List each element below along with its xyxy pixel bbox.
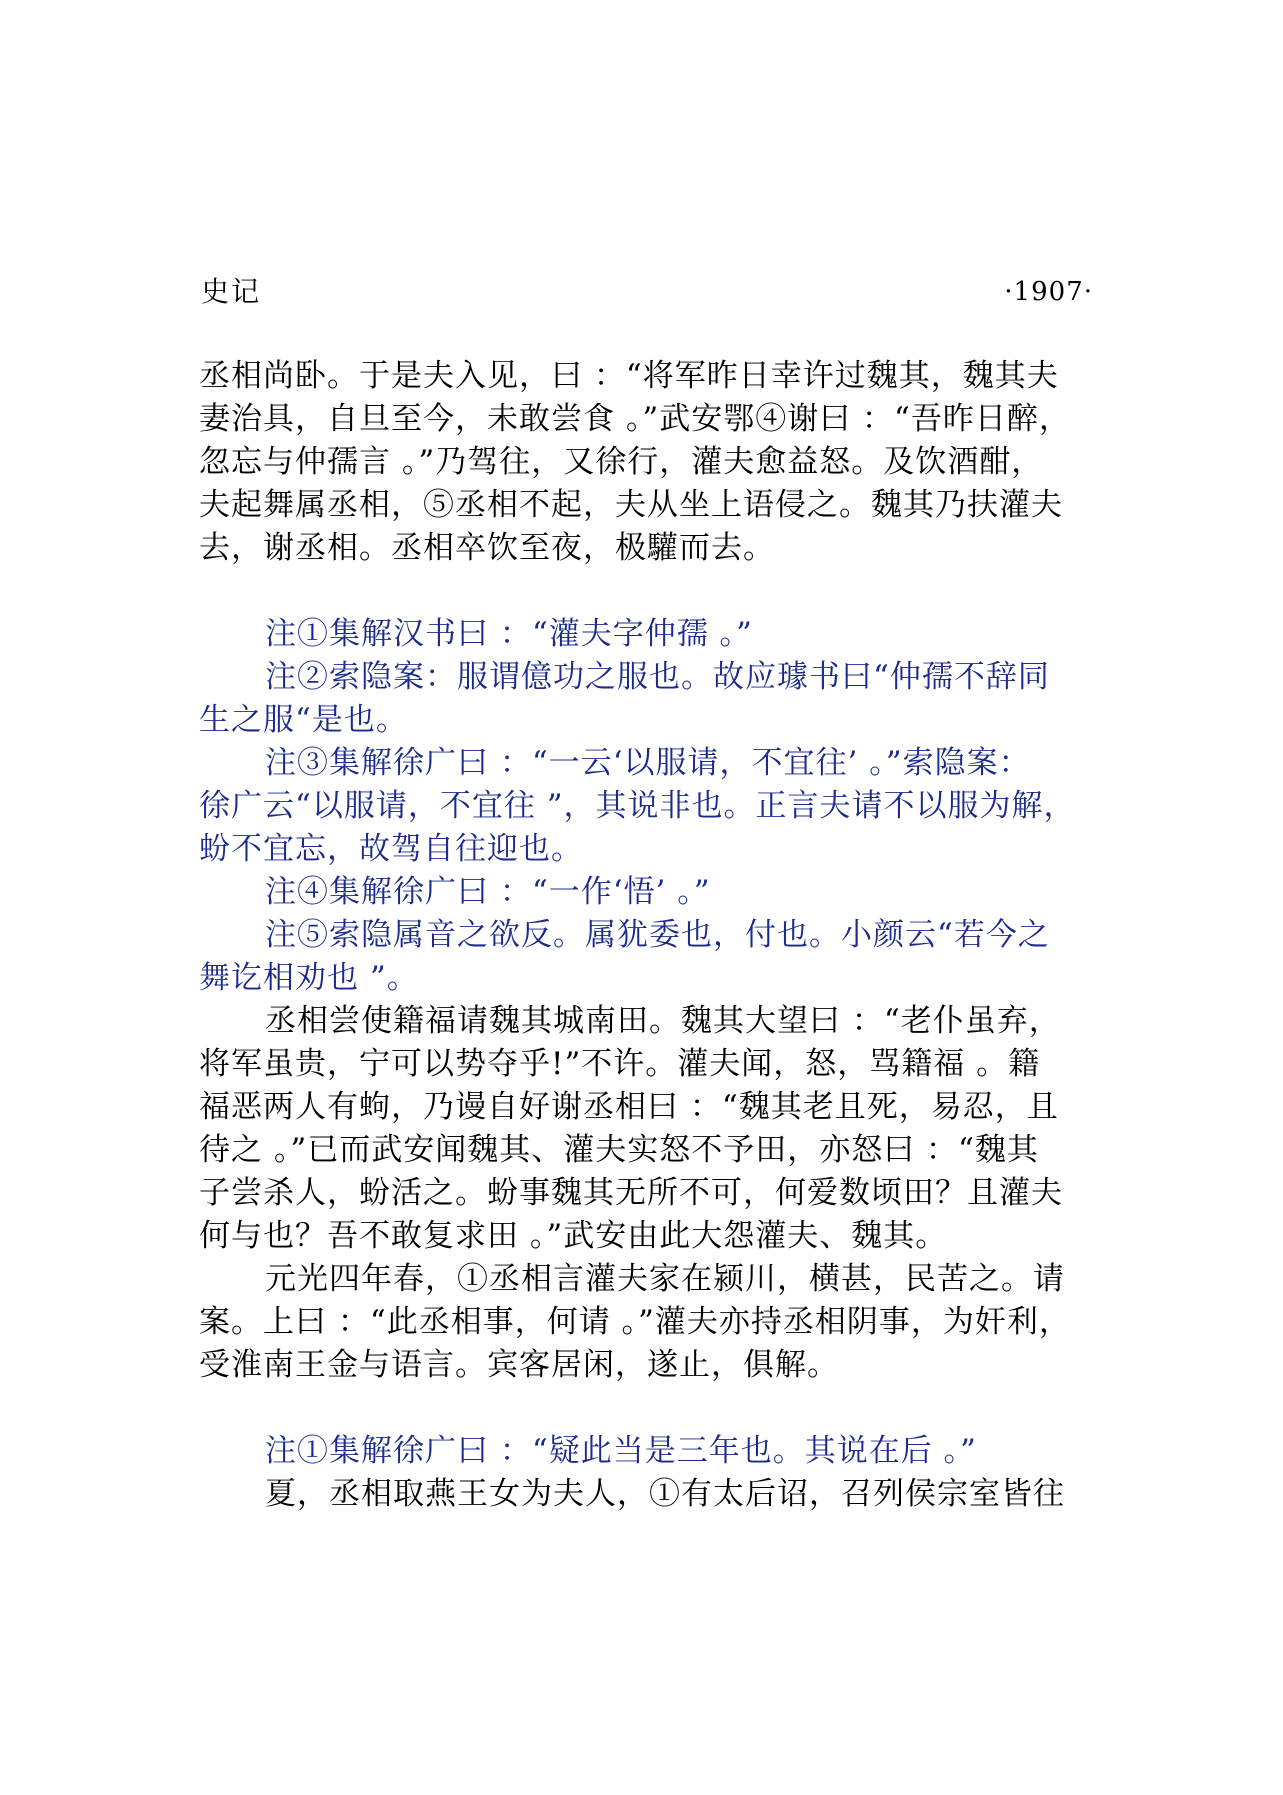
paragraph-4: [199, 1473, 1099, 1516]
text-line: 子尝杀人，蚡活之。蚡事魏其无所不可，何爱数顷田？且灌夫: [199, 1175, 1063, 1211]
text-line: 受淮南王金与语言。宾客居闲，遂止，俱解。: [199, 1347, 839, 1383]
note-line: 舞讫相劝也 ”。: [199, 960, 419, 996]
note-line: 注④集解徐广曰 ：“一作‘悟’ 。”: [265, 874, 711, 910]
paragraph-2: [199, 1000, 1099, 1258]
text-line: 丞相尚卧。于是夫入见，曰 ：“将军昨日幸许过魏其，魏其夫: [199, 358, 1059, 394]
text-line: 夫起舞属丞相，⑤丞相不起，夫从坐上语侵之。魏其乃扶灌夫: [199, 487, 1063, 523]
page-body: [199, 355, 1099, 1516]
text-line: 待之 。”已而武安闻魏其、灌夫实怒不予田，亦怒曰 ：“魏其: [199, 1132, 1039, 1168]
text-line: 福恶两人有蚼，乃谩自好谢丞相曰 ：“魏其老且死，易忍，且: [199, 1089, 1059, 1125]
notes-block-2: [199, 1430, 1099, 1473]
paragraph-3: [199, 1258, 1099, 1387]
text-line: 夏，丞相取燕王女为夫人，①有太后诏，召列侯宗室皆往: [265, 1476, 1065, 1512]
text-line: 去，谢丞相。丞相卒饮至夜，极驩而去。: [199, 530, 775, 566]
text-line: 案。上曰 ：“此丞相事，何请 。”灌夫亦持丞相阴事，为奸利，: [199, 1304, 1071, 1340]
text-line: 丞相尝使籍福请魏其城南田。魏其大望曰 ：“老仆虽弃，: [265, 1003, 1061, 1039]
text-line: 妻治具，自旦至今，未敢尝食 。”武安鄂④谢曰 ：“吾昨日醉，: [199, 401, 1071, 437]
note-line: 注③集解徐广曰 ：“一云‘以服请，不宜往’ 。”索隐案：: [265, 745, 1031, 781]
paragraph-1: [199, 355, 1099, 570]
text-line: 将军虽贵，宁可以势夺乎!”不许。灌夫闻，怒，骂籍福 。籍: [199, 1046, 1041, 1082]
page-number: ·1907·: [1004, 277, 1093, 307]
note-line: 生之服“是也。: [199, 702, 408, 738]
note-line: 注①集解徐广曰 ：“疑此当是三年也。其说在后 。”: [265, 1433, 977, 1469]
spacer: [199, 1387, 1099, 1430]
note-line: 注②索隐案：服谓億功之服也。故应璩书曰“仲孺不辞同: [265, 659, 1050, 695]
text-line: 元光四年春，①丞相言灌夫家在颍川，横甚，民苦之。请: [265, 1261, 1065, 1297]
note-line: 注①集解汉书曰 ：“灌夫字仲孺 。”: [265, 616, 753, 652]
note-line: 徐广云“以服请，不宜往 ”，其说非也。正言夫请不以服为解，: [199, 788, 1076, 824]
spacer: [199, 570, 1099, 613]
note-line: 注⑤索隐属音之欲反。属犹委也，付也。小颜云“若今之: [265, 917, 1050, 953]
text-line: 何与也？吾不敢复求田 。”武安由此大怨灌夫、魏其。: [199, 1218, 948, 1254]
text-line: 忽忘与仲孺言 。”乃驾往，又徐行，灌夫愈益怒。及饮酒酣，: [199, 444, 1044, 480]
note-line: 蚡不宜忘，故驾自往迎也。: [199, 831, 583, 867]
notes-block-1: [199, 613, 1099, 1000]
header-title: 史记: [201, 275, 262, 308]
